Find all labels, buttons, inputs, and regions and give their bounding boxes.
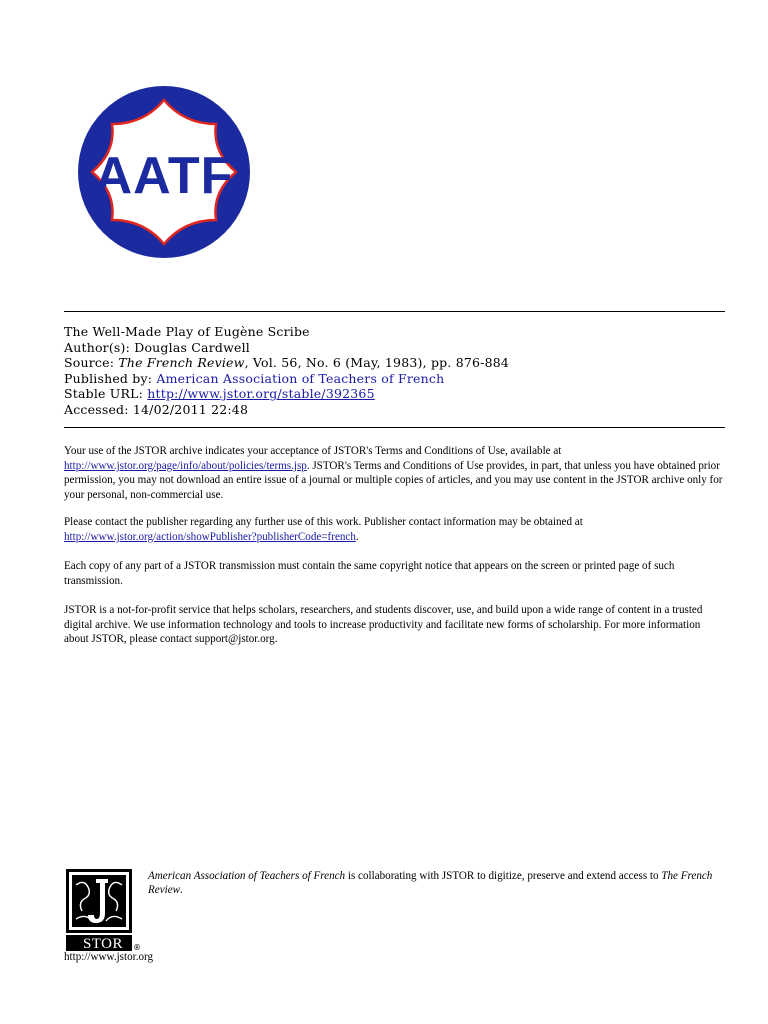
accessed-label: Accessed:	[64, 401, 129, 417]
jstor-about-text: JSTOR is a not-for-profit service that helps scholars, researchers, and students discover, use, and build upon a wide range of content in a trusted digital archive. We use information technology and tools to increase productivity and facilitate new forms of scholarship. For more information about JSTOR, please contact support@jstor.org.	[64, 604, 703, 646]
aatf-logo-text: AATF	[94, 147, 234, 205]
stable-url-label: Stable URL:	[64, 386, 144, 402]
source-journal: The French Review	[118, 355, 245, 371]
source-line	[64, 355, 509, 371]
stable-url-line	[64, 386, 509, 402]
publisher-line	[64, 371, 509, 387]
registered-mark-icon: ®	[133, 943, 141, 951]
jstor-url[interactable]: http://www.jstor.org	[64, 951, 154, 963]
top-rule	[64, 311, 725, 312]
terms-link[interactable]: http://www.jstor.org/page/info/about/policies/terms.jsp	[64, 459, 307, 472]
publisher-contact-link[interactable]: http://www.jstor.org/action/showPublisher?publisherCode=french	[64, 530, 356, 543]
accessed-value: 14/02/2011 22:48	[132, 401, 249, 417]
footer-org: American Association of Teachers of French	[148, 870, 346, 882]
contact-text-a: Please contact the publisher regarding any further use of this work. Publisher contact information may be obtained at	[64, 516, 583, 528]
source-label: Source:	[64, 355, 115, 371]
authors-value: Douglas Cardwell	[134, 339, 250, 355]
footer-text-b: .	[180, 884, 183, 897]
article-title: The Well-Made Play of Eugène Scribe	[64, 324, 310, 339]
collaboration-note	[148, 869, 728, 898]
article-metadata	[64, 324, 509, 418]
jstor-logo-text: STOR	[82, 936, 124, 951]
jstor-about-paragraph	[64, 603, 724, 647]
publisher-label: Published by:	[64, 370, 153, 386]
terms-text-a: Your use of the JSTOR archive indicates your acceptance of JSTOR's Terms and Conditions of Use, available at	[64, 445, 562, 457]
authors-line	[64, 340, 509, 356]
contact-text-b: .	[355, 530, 359, 543]
aatf-logo	[76, 84, 252, 260]
jstor-logo	[66, 869, 142, 951]
terms-text-b: . JSTOR's Terms and Conditions of Use provides, in part, that unless you have obtained prior permission, you may not download an entire issue of a journal or multiple copies of articles, and you may use content in the JSTOR archive only for your personal, non-commercial use.	[64, 459, 723, 501]
authors-label: Author(s):	[64, 339, 131, 355]
accessed-line	[64, 402, 509, 418]
copyright-text: Each copy of any part of a JSTOR transmission must contain the same copyright notice that appears on the screen or printed page of such transmission.	[64, 560, 675, 587]
bottom-rule	[64, 427, 725, 428]
publisher-link[interactable]: American Association of Teachers of French	[156, 370, 445, 386]
contact-paragraph	[64, 515, 724, 544]
terms-paragraph	[64, 444, 724, 502]
stable-url-link[interactable]: http://www.jstor.org/stable/392365	[147, 386, 375, 402]
source-details: , Vol. 56, No. 6 (May, 1983), pp. 876-884	[244, 355, 510, 371]
footer-journal: The French Review	[148, 870, 713, 897]
footer-text-a: is collaborating with JSTOR to digitize, preserve and extend access to	[345, 870, 662, 882]
copyright-paragraph	[64, 559, 724, 588]
